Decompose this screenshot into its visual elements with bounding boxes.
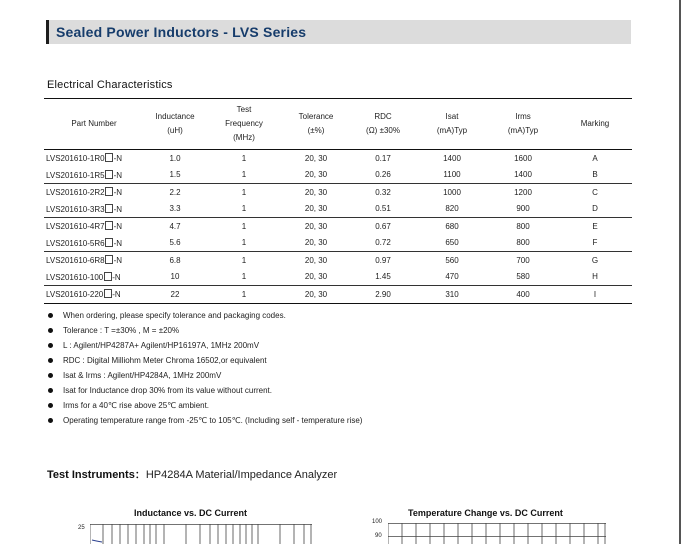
cell-inductance: 2.2 xyxy=(169,187,181,197)
table-row xyxy=(44,286,632,304)
cell-rdc: 0.67 xyxy=(375,221,391,231)
header-line: (MHz) xyxy=(233,133,255,142)
header-line: Isat xyxy=(445,112,459,121)
cell-part-number xyxy=(44,218,144,235)
cell-part-number xyxy=(44,252,144,269)
tolerance-code-box-icon xyxy=(105,187,113,196)
header-inductance xyxy=(144,99,206,150)
table-row xyxy=(44,201,632,218)
cell-marking: I xyxy=(558,286,632,304)
tolerance-code-box-icon xyxy=(105,153,113,162)
note-item xyxy=(48,398,362,413)
note-text: Operating temperature range from -25℃ to 105℃. (Including self - temperature rise) xyxy=(63,416,363,425)
cell-freq: 1 xyxy=(241,187,247,197)
header-marking xyxy=(558,99,632,150)
part-number-suffix: -N xyxy=(113,222,123,232)
cell-marking: F xyxy=(558,235,632,252)
cell-isat: 470 xyxy=(416,269,488,286)
cell-marking: C xyxy=(592,187,598,197)
cell-tolerance: 20, 30 xyxy=(282,269,350,286)
bullet-icon xyxy=(48,418,53,423)
tolerance-code-box-icon xyxy=(104,289,112,298)
cell-freq: 1 xyxy=(206,201,282,218)
cell-irms: 700 xyxy=(516,255,530,265)
cell-inductance: 10 xyxy=(144,269,206,286)
cell-isat: 310 xyxy=(416,286,488,304)
chart-title-temperature: Temperature Change vs. DC Current xyxy=(408,508,563,518)
table-row xyxy=(44,150,632,167)
part-number-suffix: -N xyxy=(113,188,123,198)
cell-marking: G xyxy=(591,255,599,265)
cell-tolerance: 20, 30 xyxy=(304,255,328,265)
part-number-prefix: LVS201610-5R6 xyxy=(46,238,105,248)
tolerance-code-box-icon xyxy=(105,221,113,230)
cell-freq: 1 xyxy=(241,221,247,231)
cell-irms: 580 xyxy=(488,269,558,286)
note-item xyxy=(48,323,362,338)
header-line: (Ω) ±30% xyxy=(366,126,400,135)
header-rdc xyxy=(350,99,416,150)
cell-irms: 1200 xyxy=(514,187,532,197)
header-line: Marking xyxy=(580,119,610,128)
part-number-prefix: LVS201610-2R2 xyxy=(46,188,105,198)
bullet-icon xyxy=(48,313,53,318)
note-text: Tolerance : T =±30% , M = ±20% xyxy=(63,326,180,335)
part-number-prefix: LVS201610-220 xyxy=(46,290,104,300)
table-row xyxy=(44,252,632,269)
bullet-icon xyxy=(48,358,53,363)
note-text: Irms for a 40℃ rise above 25℃ ambient. xyxy=(63,401,210,410)
cell-inductance: 5.6 xyxy=(144,235,206,252)
test-instruments-value: HP4284A Material/Impedance Analyzer xyxy=(145,469,338,481)
bullet-icon xyxy=(48,343,53,348)
table-header-row xyxy=(44,99,632,150)
temperature-chart-grid xyxy=(388,523,606,544)
cell-isat: 680 xyxy=(445,221,459,231)
temperature-y-tick-second: 90 xyxy=(375,533,382,539)
cell-irms: 800 xyxy=(516,221,530,231)
part-number-suffix: -N xyxy=(113,170,123,180)
part-number-prefix: LVS201610-3R3 xyxy=(46,204,105,214)
cell-isat: 1100 xyxy=(416,167,488,184)
header-line: (±%) xyxy=(307,126,325,135)
cell-tolerance: 20, 30 xyxy=(304,221,328,231)
inductance-chart-grid xyxy=(90,524,312,544)
header-line: RDC xyxy=(374,112,392,121)
cell-tolerance: 20, 30 xyxy=(282,286,350,304)
tolerance-code-box-icon xyxy=(105,170,113,179)
cell-irms: 1400 xyxy=(488,167,558,184)
cell-inductance: 4.7 xyxy=(169,221,181,231)
tolerance-code-box-icon xyxy=(105,204,113,213)
note-item xyxy=(48,338,362,353)
part-number-suffix: -N xyxy=(112,272,121,282)
note-item xyxy=(48,308,362,323)
part-number-suffix: -N xyxy=(113,204,123,214)
part-number-prefix: LVS201610-6R8 xyxy=(46,256,105,266)
note-item xyxy=(48,413,362,428)
cell-freq: 1 xyxy=(241,153,247,163)
bullet-icon xyxy=(48,328,53,333)
cell-rdc: 0.26 xyxy=(350,167,416,184)
inductance-y-tick: 25 xyxy=(78,525,85,531)
tolerance-code-box-icon xyxy=(105,238,113,247)
note-text: Isat for Inductance drop 30% from its value without current. xyxy=(63,386,272,395)
title-bar xyxy=(46,20,631,44)
part-number-prefix: LVS201610-1R0 xyxy=(46,154,105,164)
bullet-icon xyxy=(48,373,53,378)
part-number-suffix: -N xyxy=(113,238,123,248)
cell-marking: D xyxy=(558,201,632,218)
cell-tolerance: 20, 30 xyxy=(282,201,350,218)
cell-irms: 800 xyxy=(488,235,558,252)
header-line: Inductance xyxy=(155,112,195,121)
header-line: (mA)Typ xyxy=(507,126,539,135)
cell-freq: 1 xyxy=(206,167,282,184)
header-irms xyxy=(488,99,558,150)
cell-rdc: 0.17 xyxy=(375,153,391,163)
cell-part-number xyxy=(44,167,144,184)
notes-list xyxy=(48,308,362,428)
cell-rdc: 0.97 xyxy=(375,255,391,265)
tolerance-code-box-icon xyxy=(105,255,113,264)
test-instruments xyxy=(47,466,337,482)
cell-irms: 1600 xyxy=(514,153,532,163)
note-text: Isat & Irms : Agilent/HP4284A, 1MHz 200mV xyxy=(63,371,222,380)
cell-irms: 400 xyxy=(488,286,558,304)
cell-tolerance: 20, 30 xyxy=(282,235,350,252)
electrical-characteristics-table xyxy=(44,98,632,304)
cell-isat: 820 xyxy=(416,201,488,218)
note-item xyxy=(48,368,362,383)
cell-freq: 1 xyxy=(206,235,282,252)
bullet-icon xyxy=(48,403,53,408)
header-line: (uH) xyxy=(167,126,183,135)
cell-inductance: 1.5 xyxy=(144,167,206,184)
cell-part-number xyxy=(44,269,144,286)
part-number-suffix: -N xyxy=(112,290,121,300)
cell-rdc: 0.51 xyxy=(350,201,416,218)
cell-rdc: 1.45 xyxy=(350,269,416,286)
header-line: (mA)Typ xyxy=(436,126,468,135)
cell-inductance: 3.3 xyxy=(144,201,206,218)
note-text: L : Agilent/HP4287A+ Agilent/HP16197A, 1MHz 200mV xyxy=(63,341,260,350)
header-line: Irms xyxy=(515,112,531,121)
table-row xyxy=(44,235,632,252)
cell-inductance: 6.8 xyxy=(169,255,181,265)
cell-part-number xyxy=(44,150,144,167)
cell-marking: H xyxy=(558,269,632,286)
cell-rdc: 2.90 xyxy=(350,286,416,304)
part-number-suffix: -N xyxy=(113,256,123,266)
cell-part-number xyxy=(44,184,144,201)
header-line: Frequency xyxy=(225,119,263,128)
cell-freq: 1 xyxy=(241,255,247,265)
note-text: When ordering, please specify tolerance and packaging codes. xyxy=(63,311,286,320)
cell-isat: 1400 xyxy=(443,153,461,163)
bullet-icon xyxy=(48,388,53,393)
table-row xyxy=(44,184,632,201)
cell-part-number xyxy=(44,201,144,218)
header-tolerance xyxy=(282,99,350,150)
note-item xyxy=(48,383,362,398)
part-number-prefix: LVS201610-1R5 xyxy=(46,170,105,180)
part-number-prefix: LVS201610-4R7 xyxy=(46,222,105,232)
cell-marking: B xyxy=(558,167,632,184)
cell-freq: 1 xyxy=(206,269,282,286)
cell-inductance: 1.0 xyxy=(169,153,181,163)
table-body xyxy=(44,150,632,304)
part-number-prefix: LVS201610-100 xyxy=(46,272,104,282)
header-test-frequency xyxy=(206,99,282,150)
header-line: Test xyxy=(236,105,252,114)
section-heading: Electrical Characteristics xyxy=(47,79,173,91)
cell-part-number xyxy=(44,286,144,304)
cell-marking: A xyxy=(592,153,598,163)
header-part-number xyxy=(44,99,144,150)
table-row xyxy=(44,167,632,184)
chart-title-inductance: Inductance vs. DC Current xyxy=(134,508,248,518)
note-item xyxy=(48,353,362,368)
header-isat xyxy=(416,99,488,150)
cell-inductance: 22 xyxy=(144,286,206,304)
header-line: Part Number xyxy=(71,119,117,128)
test-instruments-label: Test Instruments： xyxy=(47,469,146,481)
header-line: Tolerance xyxy=(298,112,334,121)
table-row xyxy=(44,269,632,286)
part-number-suffix: -N xyxy=(113,154,123,164)
inductance-curve xyxy=(92,540,102,542)
note-text: RDC : Digital Milliohm Meter Chroma 16502,or equivalent xyxy=(63,356,267,365)
cell-rdc: 0.72 xyxy=(350,235,416,252)
cell-freq: 1 xyxy=(206,286,282,304)
cell-rdc: 0.32 xyxy=(375,187,391,197)
cell-isat: 1000 xyxy=(443,187,461,197)
cell-tolerance: 20, 30 xyxy=(282,167,350,184)
cell-tolerance: 20, 30 xyxy=(304,153,328,163)
page-title: Sealed Power Inductors - LVS Series xyxy=(56,24,307,40)
cell-marking: E xyxy=(592,221,598,231)
cell-part-number xyxy=(44,235,144,252)
cell-isat: 650 xyxy=(416,235,488,252)
cell-tolerance: 20, 30 xyxy=(304,187,328,197)
cell-irms: 900 xyxy=(488,201,558,218)
cell-isat: 560 xyxy=(445,255,459,265)
tolerance-code-box-icon xyxy=(104,272,112,281)
table-row xyxy=(44,218,632,235)
temperature-y-tick-top: 100 xyxy=(372,519,383,525)
